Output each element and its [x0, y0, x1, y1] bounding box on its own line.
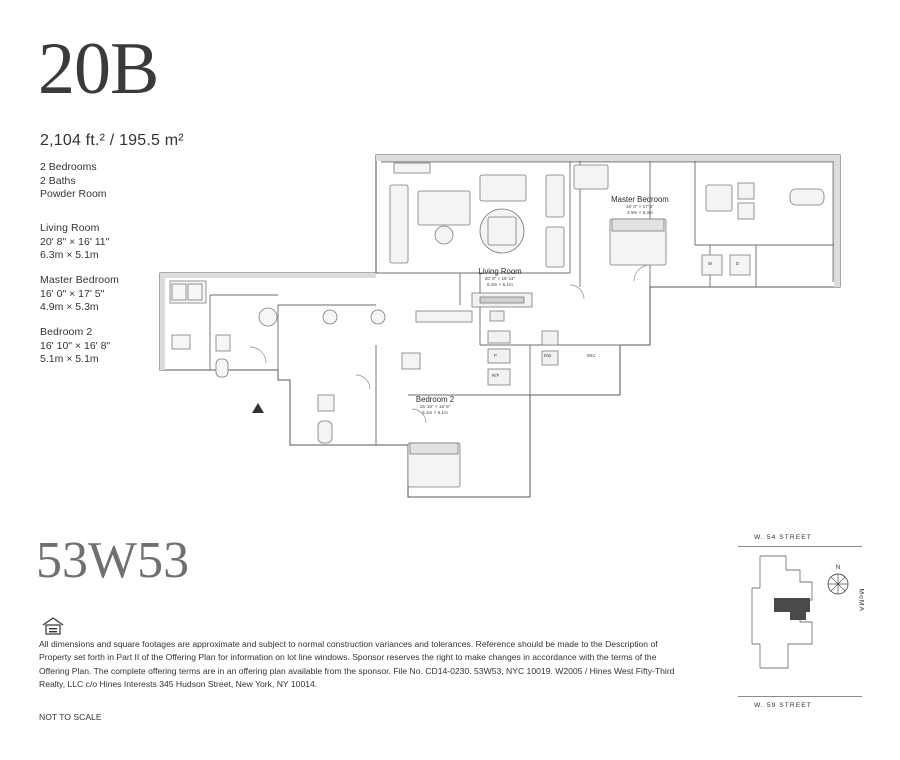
plan-label-dishwasher: DW: [544, 353, 552, 358]
brand-name: 53W53: [36, 532, 190, 589]
keyplan: [738, 528, 862, 718]
spec-powder-room: Powder Room: [40, 188, 107, 200]
spec-baths: 2 Baths: [40, 174, 76, 187]
plan-label-living-room: Living Room 20' 8" × 16' 11" 6.3m × 5.1m: [478, 267, 522, 287]
svg-text:N: N: [835, 564, 841, 571]
compass-rose: [828, 564, 848, 594]
room-dimensions-master-bedroom: [40, 274, 119, 315]
room-name: Bedroom 2: [40, 326, 93, 338]
plan-label-pantry: P: [494, 353, 497, 358]
room-dim-ft: 20' 8" × 16' 11": [40, 235, 110, 248]
unit-specs: [40, 161, 107, 202]
room-dim-m: 5.1m × 5.1m: [40, 353, 99, 365]
plan-label-master-bedroom: Master Bedroom 16' 0" × 17' 5" 4.9m × 5.3m: [611, 195, 669, 215]
floorplan-drawing: [150, 145, 870, 515]
equal-housing-opportunity-icon: [41, 616, 65, 636]
unit-area: 2,104 ft.² / 195.5 m²: [40, 132, 184, 149]
plan-label-refrigerator: R/F: [492, 373, 500, 378]
plan-label-dryer: D: [736, 261, 740, 266]
keyplan-map: [738, 548, 862, 696]
room-name: Living Room: [40, 222, 100, 234]
keyplan-label-w59: W. 59 STREET: [754, 702, 812, 709]
room-dimensions-bedroom-2: [40, 326, 110, 367]
room-dim-m: 6.3m × 5.1m: [40, 249, 99, 261]
entry-marker: [252, 403, 264, 413]
room-name: Master Bedroom: [40, 274, 120, 286]
plan-label-bedroom-2: Bedroom 2 16' 10" × 16' 8" 5.1m × 5.1m: [415, 395, 455, 415]
spec-bedrooms: 2 Bedrooms: [40, 161, 97, 173]
page-title: 20B: [38, 28, 159, 110]
room-dimensions-living-room: [40, 222, 109, 263]
room-dim-ft: 16' 0" × 17' 5": [40, 287, 105, 300]
not-to-scale-note: NOT TO SCALE: [39, 712, 102, 722]
floorplan-svg: [150, 145, 870, 515]
plan-label-washer: W: [708, 261, 713, 266]
legal-disclaimer: All dimensions and square footages are approximate and subject to normal construction variances and tolerances. Reference should be made to the Description of Property set forth in Part II of the Offering Plan for information on lot line windows. Sponsor reserves the right to make changes in accordance with the terms of the Offering Plan. The complete offering terms are in an offering plan available from the sponsor. File No. CD14-0230. 53W53, NYC 10019. W2005 / Hines West Fifty-Third Realty, LLC c/o Hines Interests 345 Hudson Street, New York, NY 10014.: [39, 639, 675, 689]
keyplan-building-highlight: [774, 598, 810, 612]
keyplan-label-w54: W. 54 STREET: [754, 534, 812, 541]
room-dim-ft: 16' 10" × 16' 8": [40, 339, 111, 352]
keyplan-label-moma: MoMA: [857, 588, 864, 612]
room-dim-m: 4.9m × 5.3m: [40, 301, 99, 313]
plan-label-wic: WIC: [587, 353, 596, 358]
